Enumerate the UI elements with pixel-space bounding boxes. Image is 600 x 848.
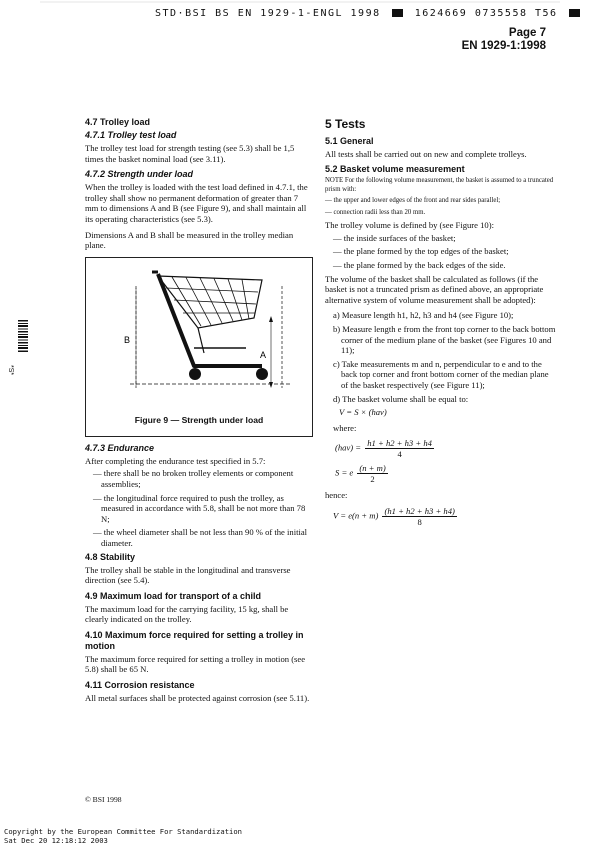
paragraph: The maximum load for the carrying facility, 15 kg, shall be clearly indicated on the trolley.	[85, 603, 289, 625]
black-block-icon	[569, 9, 580, 17]
equation-area: S = e $\frac{(n + m)}{2}$	[335, 463, 386, 485]
note-item: — connection radii less than 20 mm.	[325, 208, 426, 216]
document-code: STD·BSI BS EN 1929-1-ENGL 1998	[155, 8, 381, 19]
list-item: — the inside surfaces of the basket;	[333, 232, 456, 243]
copyright-line: Copyright by the European Committee For Standardization	[4, 827, 242, 836]
step-item: b) Measure length e from the front top corner to the back bottom corner of the medium plane of the basket (see Figures 10 and 11);	[333, 323, 556, 356]
paragraph: The maximum force required for setting a trolley in motion (see 5.8) shall be 65 N.	[85, 653, 306, 675]
list-item: — there shall be no broken trolley elements or component assemblies;	[93, 468, 294, 489]
dimension-label-b: B	[124, 334, 131, 345]
paragraph: When the trolley is loaded with the test load defined in 4.7.1, the trolley shall show no permanent deformation of greater than 7 mm to dimensions A and B (see Figure 9), and shall maintain all its operating characteristics (see 5.3).	[85, 182, 308, 224]
equation-final-volume: V = e(n + m) $\frac{(h1 + h2 + h3 + h4)}{8}$	[333, 505, 455, 527]
subsection-heading: 4.7.1 Trolley test load	[85, 130, 177, 140]
paragraph: The trolley shall be stable in the longitudinal and transverse direction (see 5.4).	[85, 564, 291, 586]
side-mark: *S*	[7, 365, 14, 376]
note-item: — the upper and lower edges of the front and rear sides parallel;	[325, 197, 501, 205]
note: NOTE For the following volume measurement, the basket is assumed to a truncated prism with:	[325, 177, 554, 193]
section-heading: 4.7 Trolley load	[85, 117, 151, 127]
subsection-heading: 4.7.2 Strength under load	[85, 169, 194, 180]
document-code-header	[155, 8, 584, 19]
right-column	[325, 117, 557, 531]
left-column	[85, 117, 313, 709]
paragraph: All tests shall be carried out on new and complete trolleys.	[325, 148, 527, 159]
page-header	[462, 27, 546, 53]
page-number: Page 7	[508, 27, 546, 39]
barcode-icon	[18, 320, 28, 352]
copyright-bsi: © BSI 1998	[85, 795, 122, 804]
figure-caption: Figure 9 — Strength under load	[134, 415, 264, 426]
standard-number: EN 1929-1:1998	[461, 40, 546, 52]
trolley-figure	[86, 258, 312, 436]
paragraph: The volume of the basket shall be calculated as follows (if the basket is not a truncated prism as defined above, an appropriate alternative system of volume measurement shall be adopted):	[325, 273, 544, 305]
top-scan-rule	[0, 0, 600, 4]
chapter-heading: 5 Tests	[325, 117, 366, 131]
paragraph: Dimensions A and B shall be measured in the trolley median plane.	[85, 229, 294, 251]
step-item: d) The basket volume shall be equal to:	[333, 393, 469, 404]
step-item: a) Measure length h1, h2, h3 and h4 (see Figure 10);	[333, 310, 514, 321]
list-item: — the longitudinal force required to push the trolley, as measured in accordance with 5.8, shall be not more than 78 N;	[93, 492, 306, 524]
list-item: — the plane formed by the back edges of the side.	[333, 259, 506, 270]
figure-9-box	[85, 257, 313, 437]
section-heading: 5.1 General	[325, 135, 374, 146]
equation-average-height: (hav) = $\frac{h1 + h2 + h3 + h4}{4}$	[335, 438, 432, 460]
document-serial: 1624669 0735558 T56	[414, 8, 558, 19]
list-item: — the plane formed by the top edges of the basket;	[333, 246, 509, 257]
step-item: c) Take measurements m and n, perpendicular to e and to the back top corner and front bottom corner of the median plane of the basket respectively (see Figure 11);	[333, 358, 549, 390]
section-heading: 4.10 Maximum force required for setting a trolley in motion	[85, 629, 304, 651]
copyright-notice	[4, 828, 242, 845]
subsection-heading: 4.7.3 Endurance	[85, 442, 155, 453]
paragraph: All metal surfaces shall be protected against corrosion (see 5.11).	[85, 693, 310, 704]
black-block-icon	[392, 9, 403, 17]
section-heading: 5.2 Basket volume measurement	[325, 164, 465, 175]
dimension-label-a: A	[260, 349, 267, 360]
paragraph: After completing the endurance test specified in 5.7:	[85, 455, 266, 466]
section-heading: 4.11 Corrosion resistance	[85, 680, 195, 691]
list-item: — the wheel diameter shall be not less than 90 % of the initial diameter.	[93, 527, 308, 548]
hence-label: hence:	[325, 490, 348, 501]
section-heading: 4.8 Stability	[85, 551, 136, 562]
paragraph: The trolley volume is defined by (see Figure 10):	[325, 220, 494, 231]
paragraph: The trolley test load for strength testing (see 5.3) shall be 1,5 times the basket nominal load (see 3.11).	[85, 143, 295, 164]
where-label: where:	[333, 422, 357, 433]
section-heading: 4.9 Maximum load for transport of a child	[85, 590, 262, 601]
equation-volume: V = S × (hav)	[339, 407, 387, 418]
timestamp-line: Sat Dec 20 12:18:12 2003	[4, 835, 108, 845]
